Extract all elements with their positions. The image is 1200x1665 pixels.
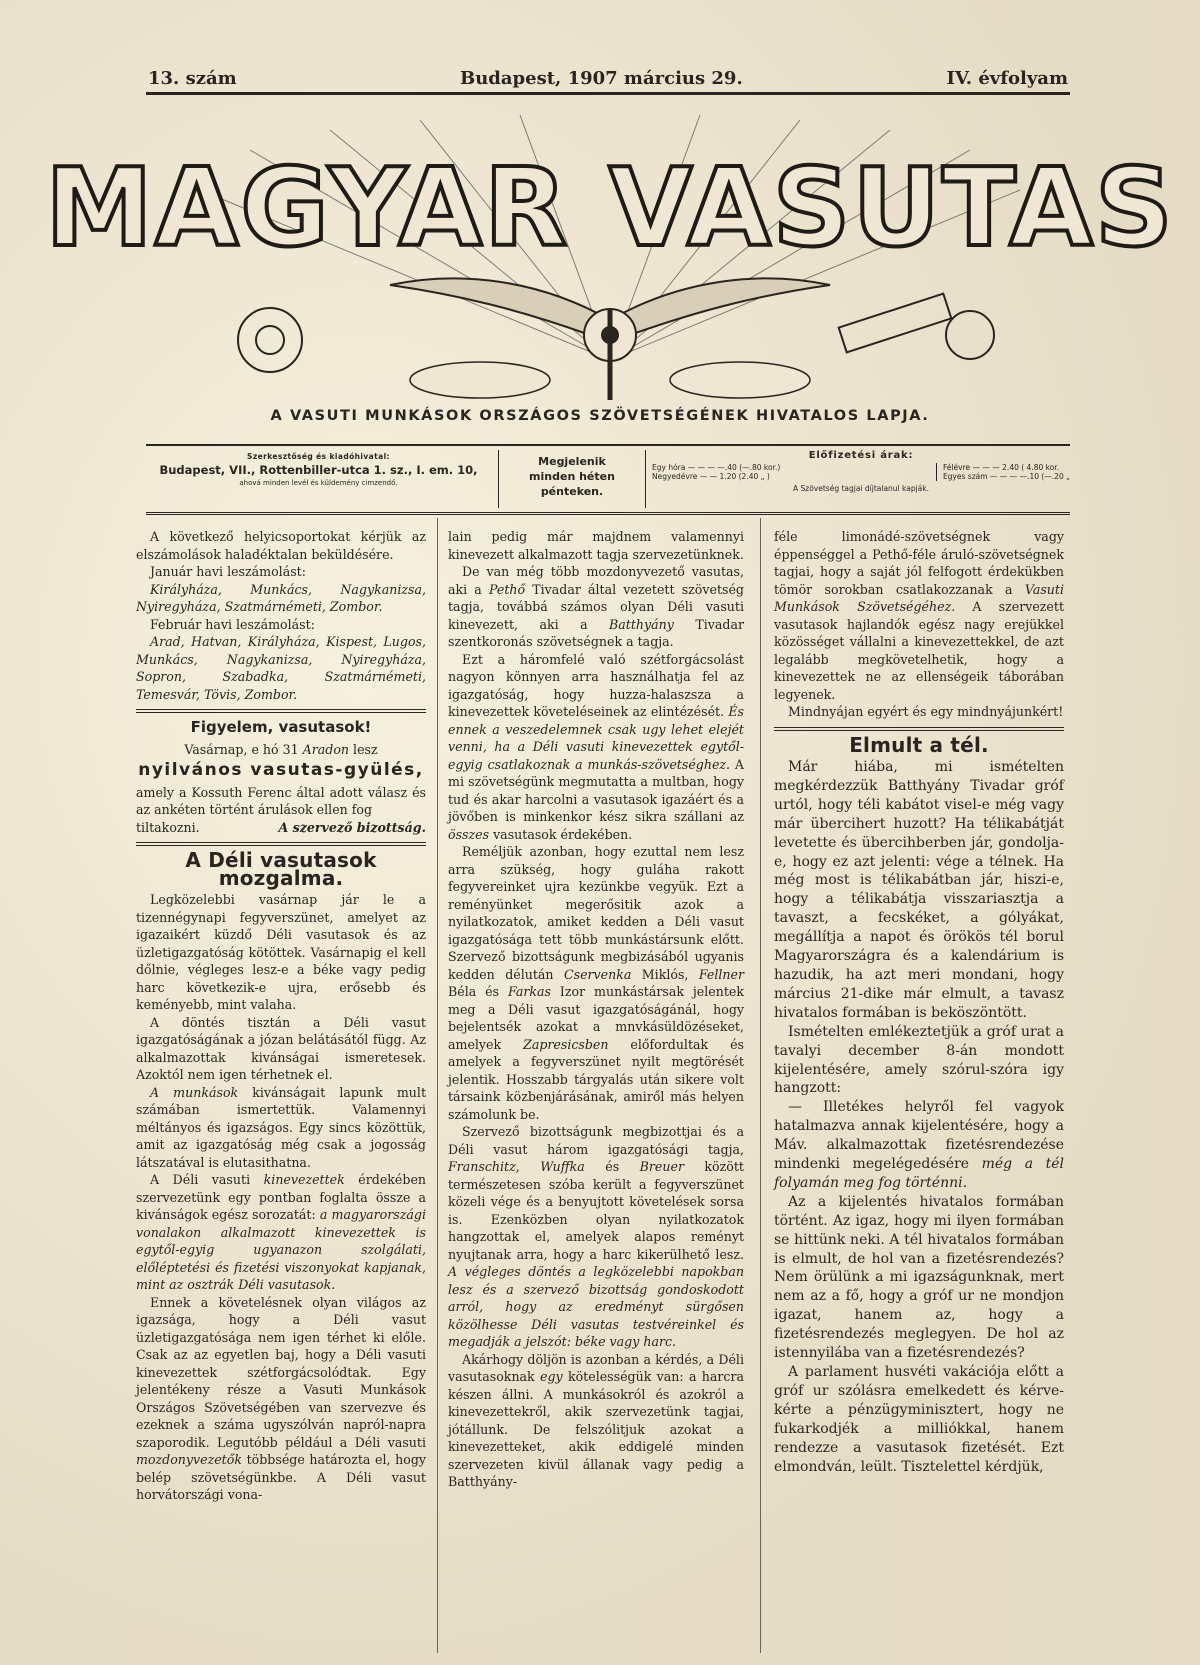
column-3 xyxy=(774,528,1064,1476)
schedule-line: minden héten xyxy=(529,470,615,483)
paragraph: féle limonádé-szövetségnek vagy éppenséggel a Pethő-féle áruló-szövetségnek tagjai, hogy a saját jól felfogott érdekükben tömör sorokban csatlakozzanak a Vasuti Munkások Szövetségéhez. A szervezett vasutasok hajlandók egész nagy erejükkel közösséget vállalni a kinevezettekkel, de azt legalább megkövetelhetik, hogy a kinevezettek ne az ellenségeik táborában legyenek. xyxy=(774,529,1065,702)
paragraph: Arad, Hatvan, Királyháza, Kispest, Lugos, Munkács, Nagykanizsa, Nyiregyháza, Sopron, Szabadka, Szatmárnémeti, Temesvár, Tövis, Zombor. xyxy=(136,634,426,702)
masthead xyxy=(45,110,1175,410)
paragraph: amely a Kossuth Ferenc által adott válasz és az ankéten történt árulások ellen fog xyxy=(136,784,426,817)
paragraph: A döntés tisztán a Déli vasut igazgatóságának a józan belátásától függ. Az alkalmazottak kivánságai ismeretesek. Azoktól nem igen térhetnek el. xyxy=(136,1014,426,1082)
notice-emphasis: nyilvános vasutas-gyülés, xyxy=(138,760,424,780)
info-bar xyxy=(146,444,1070,515)
price-line: Negyedévre — — 1.20 (2.40 „ ) xyxy=(652,472,770,481)
paragraph: Ezt a háromfelé való szétforgácsolást nagyon könnyen arra használhatja fel az igazgatóság, hogy huzza-halaszsza a kinevezettek követeléseinek az elintézését. És ennek a veszedelemnek csak ugy lehet elejét venni, ha a Déli vasuti kinevezettek egytől-egyig csatlakoznak a munkás-szövetséghez. A mi szövetségünk megmutatta a multban, hogy tud és akar harcolni a vasutasok igazáért és a jövőben is minkenkor kész sikra szállani az összes vasutasok érdekében. xyxy=(448,651,745,842)
paragraph: Az a kijelentés hivatalos formában történt. Az igaz, hogy mi ilyen formában se hittünk neki. A tél hivatalos formában is elmult, de hol van a fizetésrendezés? Nem örülünk a mi igazságunknak, mert nem az a fő, hogy a gróf ur ne mondjon igazat, hanem az, hogy a fizetésrendezés meglegyen. De hol az istennyilába van a fizetésrendezés? xyxy=(774,1193,1064,1362)
hammer-icon xyxy=(839,294,952,353)
article-headline: A Déli vasutasok mozgalma. xyxy=(185,848,377,890)
price-line: Egy hóra — — — —.40 (—.80 kor.) xyxy=(652,463,781,472)
office-address: Budapest, VII., Rottenbiller-utca 1. sz., I. em. 10, xyxy=(159,463,478,477)
lantern-icon xyxy=(946,311,994,359)
price-line: Félévre — — — 2.40 ( 4.80 kor. xyxy=(942,463,1060,472)
price-line: Egyes szám — — — —.10 (—.20 „ xyxy=(942,472,1070,481)
section-divider xyxy=(774,727,1064,731)
paragraph: Legközelebbi vasárnap jár le a tizennégynapi fegyverszünet, amelyet az igazaikért küzdő Déli vasutasok és az üzletigazgatóság kötöttek. Vasárnapig el kell dőlnie, végleges lesz-e a béke vagy pedig harc következik-e ujra, erősebb és keményebb, mint valaha. xyxy=(136,892,426,1012)
paragraph: A következő helyicsoportokat kérjük az elszámolások haladéktalan beküldésére. xyxy=(136,529,426,562)
paragraph: Ennek a követelésnek olyan világos az igazsága, hogy a Déli vasut üzletigazgatósága nem igen térhet ki előle. Csak az az egyetlen baj, hogy a Déli vasuti kinevezettek szétforgácsolódtak. Egy jelentékeny része a Vasuti Munkások Országos Szövetségében van szervezve és ezeknek a száma ugyszólván napról-napra szaporodik. Legutóbb például a Déli vasuti mozdonyvezetők többsége határozta el, hogy belép szövetségünkbe. A Déli vasut horvátországi vona- xyxy=(136,1294,426,1502)
paragraph: Királyháza, Munkács, Nagykanizsa, Nyiregyháza, Szatmárnémeti, Zombor. xyxy=(136,581,426,614)
notice-signature: tiltakozni. A szervező bizottság. xyxy=(136,819,426,835)
issue-number: 13. szám xyxy=(148,68,237,89)
paragraph: A Déli vasuti kinevezettek érdekében szervezetünk egy pontban foglalta össze a kivánságok egész sorozatát: a magyarországi vonalakon alkalmazott kinevezettek is egytől-egyig ugyanazon szolgálati, előléptetési és fizetési viszonyokat kapjanak, mint az osztrák Déli vasutasok. xyxy=(136,1172,427,1292)
paragraph: Reméljük azonban, hogy ezuttal nem lesz arra szükség, hogy guláha rakott fegyvereinket ujra kezünkbe vegyük. Ezt a reményünket megerősitik azok a nyilatkozatok, amiket kedden a Déli vasut igazgatósága tett több munkástársunk előtt. Szervező bizottságunk megbizásából ugyanis kedden délután Cservenka Miklós, Fellner Béla és Farkas Izor munkástársak jelentek meg a Déli vasut igazgatóságánál, hogy bejelentsék azokat a mnvkásüldözéseket, amelyek Zapresicsben előfordultak és amelyek a fegyverszünet nyilt megtörését jelentik. Hosszabb tárgyalás után sikere volt társaink közbenjárásának, amiről más helyen számolunk be. xyxy=(448,844,744,1122)
prices-block xyxy=(652,450,1070,493)
issue-date: Budapest, 1907 március 29. xyxy=(460,68,743,89)
paragraph: Január havi leszámolást: xyxy=(150,564,306,579)
paragraph: Akárhogy döljön is azonban a kérdés, a Déli vasutasoknak egy kötelességük van: a harcra készen állni. A munkásokról és azokról a kinevezettekről, akik szervezetünk tagjai, jótállunk. De felszólitjuk azokat a kinevezetteket, akik eddigelé minden szervezeten kivül állanak vagy pedig a Batthyány- xyxy=(448,1351,744,1489)
schedule-block xyxy=(498,450,646,508)
schedule-line: pénteken. xyxy=(540,485,604,498)
schedule-line: Megjelenik xyxy=(538,455,606,468)
column-2 xyxy=(448,528,744,1491)
masthead-subtitle: A VASUTI MUNKÁSOK ORSZÁGOS SZÖVETSÉGÉNEK HIVATALOS LAPJA. xyxy=(270,408,930,424)
paragraph: Február havi leszámolást: xyxy=(150,616,315,632)
masthead-title: MAGYAR VASUTAS xyxy=(45,146,1175,271)
office-block xyxy=(146,452,491,487)
paragraph: Vasárnap, e hó 31 Aradon lesz xyxy=(184,741,378,757)
office-note: ahová minden levél és küldemény cimzendő. xyxy=(239,479,398,487)
paragraph: De van még több mozdonyvezető vasutas, aki a Pethő Tivadar által vezetett szövetség tagja, továbbá számos olyan Déli vasuti kinevezett, aki a Batthyány Tivadar szentkoronás szövetségnek a tagja. xyxy=(448,564,744,649)
prices-note: A Szövetség tagjai díjtalanul kapják. xyxy=(793,484,929,493)
paragraph: A munkások kivánságait lapunk mult számában ismertettük. Valamennyi méltányos és igazságos. Egy sincs közöttük, amit az igazgatóság még csak a jogosság látszatával is elutasithatna. xyxy=(136,1084,427,1170)
paragraph: Már hiába, mi ismételten megkérdezzük Batthyány Tivadar gróf urtól, hogy téli kabátot visel-e még vagy már übercihert huzott? Ha télikabátját levetette és übercihberben jár, gondolja-e, hogy ez azt jelenti: vége a télnek. Ha még most is télikabátban jár, hiszi-e, hogy a télikabátja visszariasztja a tavaszt, a fecskéket, a gólyákat, megállítja a napot és örökös tél borul Magyarországra és a kalendárium is hazudik, ha azt meri mondani, hogy március 21-dike már elmult, a tavasz hivatalos formában is beköszöntött. xyxy=(774,759,1064,1021)
paragraph: Ismételten emlékeztetjük a gróf urat a tavalyi december 8-án mondott kijelentésére, amely szórul-szóra igy hangzott: xyxy=(774,1023,1064,1097)
paragraph: lain pedig már majdnem valamennyi kinevezett alkalmazott tagja szervezetünknek. xyxy=(448,529,744,562)
column-divider xyxy=(760,518,761,1653)
column-1 xyxy=(136,528,426,1504)
masthead-illustration xyxy=(45,110,1175,410)
paragraph: — Illetékes helyről fel vagyok hatalmazva annak kijelentésére, hogy a Máv. alkalmazottak fizetésrendezése mindenki megelégedésére még a tél folyamán meg fog történni. xyxy=(774,1099,1064,1191)
office-label: Szerkesztőség és kiadóhivatal: xyxy=(247,452,390,461)
column-divider xyxy=(437,518,438,1653)
paragraph: A parlament husvéti vakációja előtt a gróf ur szólásra emelkedett és kérve-kérte a pénzügyminisztert, hogy ne fukarkodjék a milliókkal, hanem rendezze a vasutasok fizetését. Ezt elmondván, leült. Tisztelettel kérdjük, xyxy=(774,1364,1064,1475)
section-divider xyxy=(136,842,426,846)
prices-title: Előfizetési árak: xyxy=(808,450,914,461)
cogwheel-icon xyxy=(238,308,302,372)
volume-number: IV. évfolyam xyxy=(946,68,1068,89)
article-headline: Elmult a tél. xyxy=(849,732,989,757)
notice-headline: Figyelem, vasutasok! xyxy=(190,718,372,736)
dateline-bar xyxy=(148,68,1068,94)
paragraph: Mindnyájan egyért és egy mindnyájunkért! xyxy=(788,704,1064,719)
section-divider xyxy=(136,709,426,713)
paragraph: Szervező bizottságunk megbizottjai és a Déli vasut három igazgatósági tagja, Franschitz, Wuffka és Breuer között természetesen szóba került a fegyverszünet közeli vége és a benyujtott követelések sorsa is. Ezenközben olyan nyilatkozatok hangzottak el, amelyek alapos reményt nyujtanak arra, hogy a harc kikerülhető lesz. A végleges döntés a legközelebbi napokban lesz és a szervező bizottság gondoskodott arról, hogy az eredményt sürgősen közölhesse Déli vasutas testvéreinkel és megadják a jelszót: béke vagy harc. xyxy=(448,1124,744,1349)
top-rule xyxy=(146,92,1070,95)
